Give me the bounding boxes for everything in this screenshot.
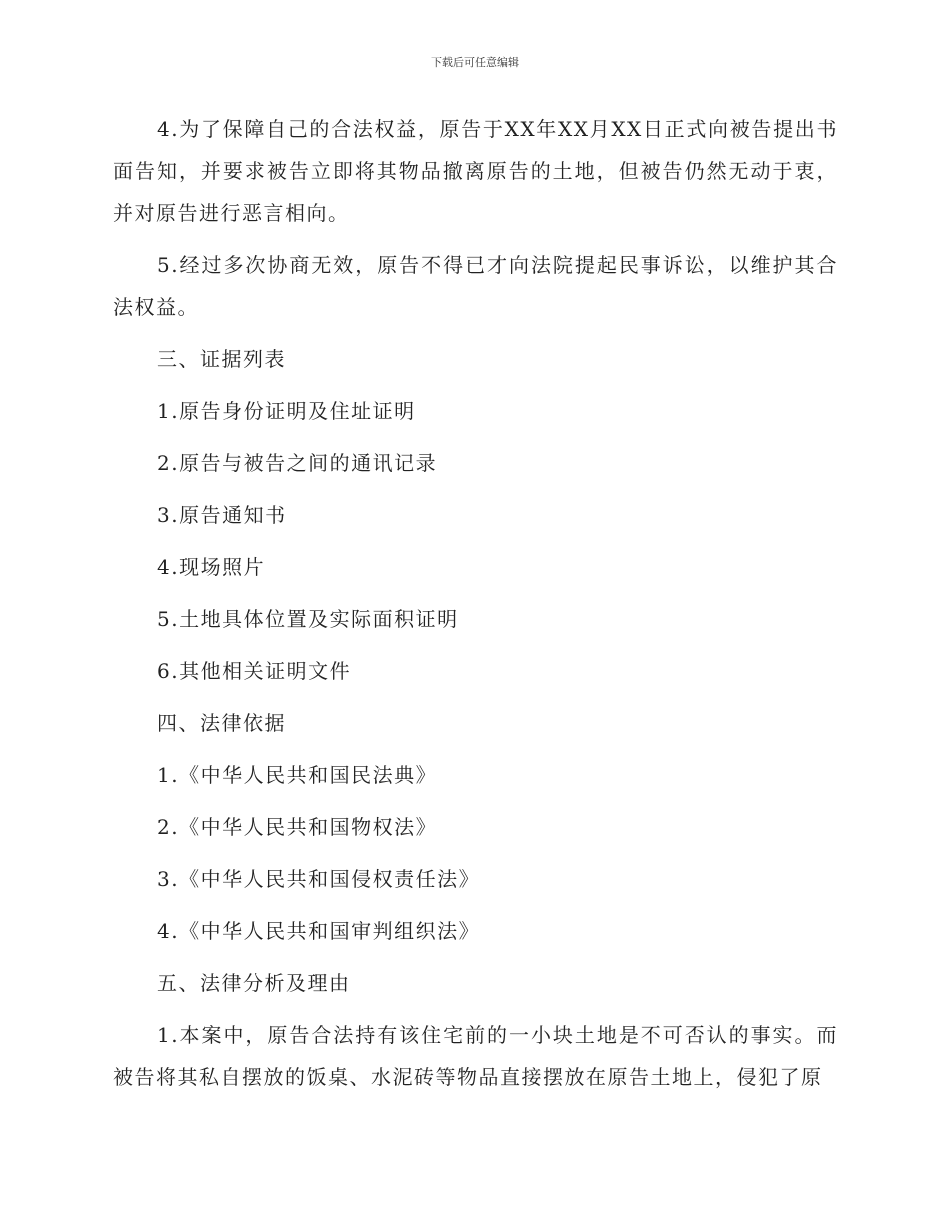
legal-basis-item: 2.《中华人民共和国物权法》 <box>157 815 438 839</box>
legal-basis-item: 1.《中华人民共和国民法典》 <box>157 763 438 787</box>
analysis-paragraph-1: 1.本案中，原告合法持有该住宅前的一小块土地是不可否认的事实。而被告将其私自摆放的饭桌、水泥砖等物品直接摆放在原告土地上，侵犯了原 <box>113 1023 838 1089</box>
section-heading-legal-basis: 四、法律依据 <box>157 711 286 735</box>
document-body <box>113 108 838 1108</box>
paragraph-4: 4.为了保障自己的合法权益，原告于XX年XX月XX日正式向被告提出书面告知，并要求被告立即将其物品撤离原告的土地，但被告仍然无动于衷，并对原告进行恶言相向。 <box>113 117 838 225</box>
legal-basis-item: 4.《中华人民共和国审判组织法》 <box>157 919 481 943</box>
section-heading-evidence: 三、证据列表 <box>157 347 286 371</box>
legal-basis-item: 3.《中华人民共和国侵权责任法》 <box>157 867 481 891</box>
page-header: 下载后可任意编辑 <box>431 56 519 69</box>
evidence-item: 1.原告身份证明及住址证明 <box>157 399 416 423</box>
evidence-item: 2.原告与被告之间的通讯记录 <box>157 451 438 475</box>
evidence-item: 4.现场照片 <box>157 555 266 579</box>
evidence-item: 3.原告通知书 <box>157 503 287 527</box>
paragraph-5: 5.经过多次协商无效，原告不得已才向法院提起民事诉讼，以维护其合法权益。 <box>113 253 838 319</box>
evidence-item: 6.其他相关证明文件 <box>157 659 352 683</box>
section-heading-legal-analysis: 五、法律分析及理由 <box>157 971 351 995</box>
evidence-item: 5.土地具体位置及实际面积证明 <box>157 607 459 631</box>
